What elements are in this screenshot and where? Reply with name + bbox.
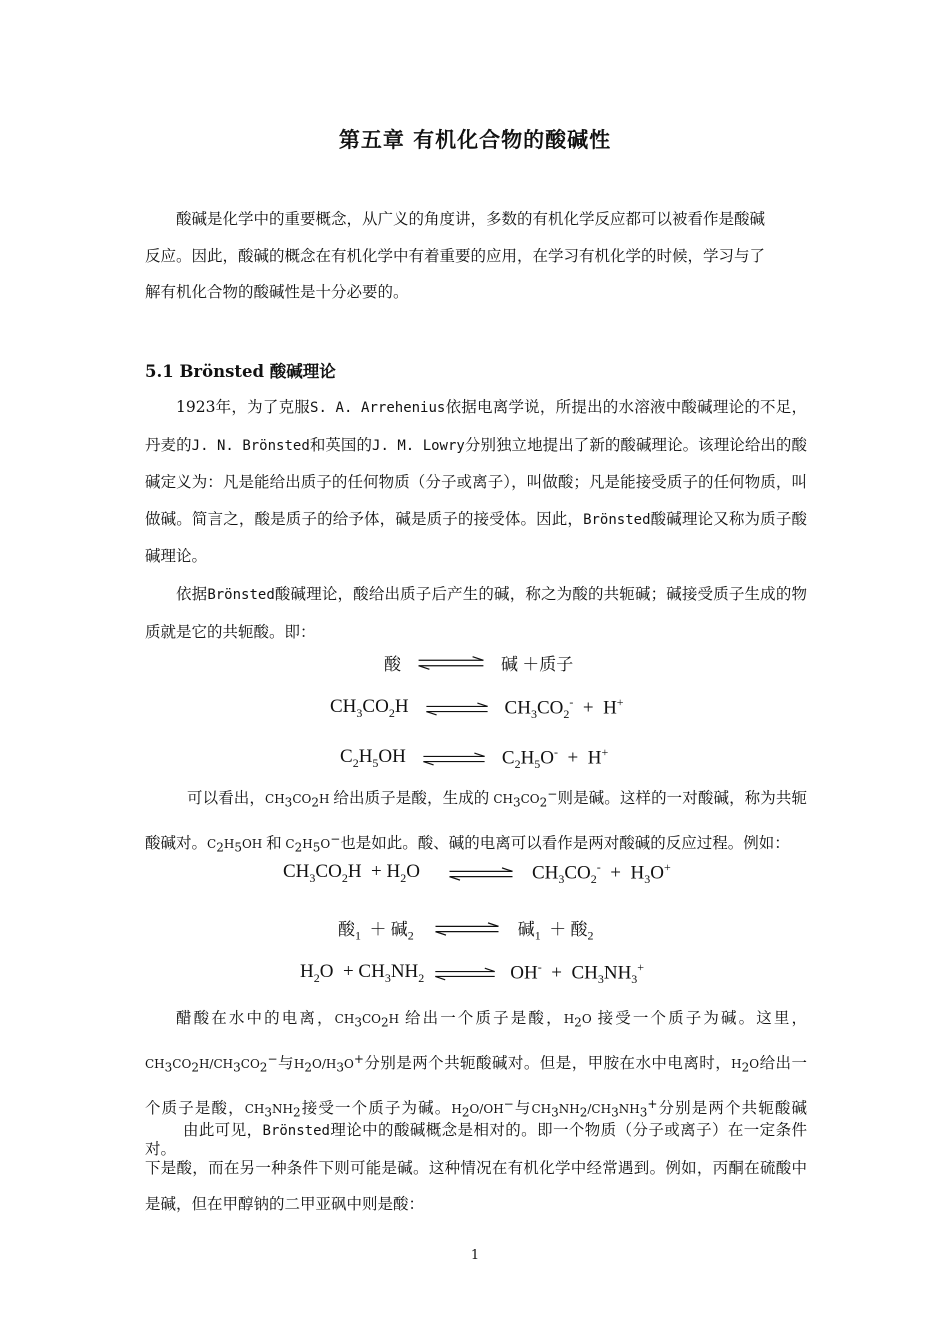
intro-paragraph: [145, 201, 807, 311]
eq-left: $H_2O + CH_3NH_2$: [300, 961, 425, 985]
text: ＋: [549, 920, 567, 939]
formula: $H_2O/H_3O^+$: [293, 1051, 364, 1075]
text: 给出质子是酸，生成的: [333, 789, 490, 807]
text: 分别独立地提出了新的酸碱理论。该理论给出的酸碱定义为：凡是能给出质子的任何物质（分子或离子），叫做酸；凡是能接受质子的任何物质，叫做碱。简言之，酸是质子的给予体，碱是质子的接受体。因此，: [145, 435, 807, 528]
text: 由此可见，: [183, 1121, 263, 1139]
equilibrium-arrow-icon: [432, 966, 498, 982]
text: 酸: [570, 920, 588, 939]
text: 分别是两个共轭酸碱对。: [145, 1098, 807, 1158]
eq-right: $CH_3CO_2^- + H_3O^+$: [531, 860, 671, 887]
paragraph-relative-concept: [145, 1112, 807, 1223]
equation-acetic-water: [283, 860, 671, 887]
equation-acid-base-proton: [384, 650, 573, 675]
intro-line-3: 解有机化合物的酸碱性是十分必要的。: [145, 283, 409, 301]
equation-ethanol: [340, 745, 608, 772]
eq-left: 酸$_1$ ＋ 碱$_2$: [338, 920, 414, 943]
text: 接受一个质子为碱。这里，: [597, 1009, 807, 1027]
text: 接受一个质子为碱。: [300, 1098, 452, 1117]
equation-acetic-acid: [330, 695, 624, 722]
text: 碱: [390, 920, 408, 939]
text: 分别是两个共轭酸碱对。但是，甲胺在水中电离时，: [363, 1053, 732, 1072]
text: 与: [513, 1098, 532, 1117]
section-heading: 5.1 Brönsted 酸碱理论: [145, 362, 336, 381]
formula: $CH_3CO_2H$: [334, 1012, 406, 1030]
text: 与: [277, 1053, 294, 1072]
text: 依据: [176, 585, 208, 603]
term-bronsted: Brönsted: [583, 511, 651, 528]
formula: $H_2O$: [731, 1056, 760, 1075]
text: 酸碱理论又称为质子酸碱理论。: [145, 509, 807, 565]
text: 给出一个质子是酸，: [405, 1009, 564, 1027]
formula: $CH_3CO_2H$: [265, 792, 334, 810]
name-bronsted: J. N. Brönsted: [191, 437, 310, 454]
chapter-title: 第五章 有机化合物的酸碱性: [338, 127, 612, 152]
equation-generic-pairs: [338, 915, 594, 943]
formula: $H_2O/OH^-$: [451, 1096, 514, 1120]
text: 可以看出，: [187, 789, 266, 807]
equilibrium-arrow-icon: [423, 701, 491, 717]
text: 年，为了克服: [215, 398, 311, 416]
text: 醋酸在水中的电离，: [176, 1009, 335, 1027]
text: 则是碱。这样的一对酸碱，称为共轭酸碱对。: [145, 789, 807, 852]
formula: $H_2O$: [563, 1012, 598, 1030]
paragraph-conjugate: [145, 576, 807, 650]
formula: $CH_3NH_2/CH_3NH_3^+$: [531, 1096, 658, 1120]
text: 理论中的酸碱概念是相对的。即一个物质（分子或离子）在一定条件下是酸，而在另一种条件下则可能是碱。这种情况在有机化学中经常遇到。例如，丙酮在硫酸中是碱，但在甲醇钠的二甲亚砜中则是酸：: [145, 1121, 807, 1213]
text: ＋: [369, 920, 387, 939]
page-number: 1: [470, 1248, 480, 1263]
equilibrium-arrow-icon: [446, 866, 516, 882]
name-arrhenius: S. A. Arrehenius: [310, 400, 446, 416]
equilibrium-arrow-icon: [432, 921, 502, 937]
intro-line-2: 反应。因此，酸碱的概念在有机化学中有着重要的应用，在学习有机化学的时候，学习与了: [145, 246, 766, 265]
equilibrium-arrow-icon: [415, 655, 487, 671]
formula: $CH_3NH_2$: [244, 1101, 301, 1120]
text: 和英国的: [309, 435, 373, 454]
equation-methylamine: [300, 960, 644, 987]
eq-acid: 酸: [384, 655, 401, 674]
eq-left: $CH_3CO_2H + H_2O$: [283, 861, 420, 885]
term-bronsted: Brönsted: [207, 587, 275, 603]
eq-right: $OH^- + CH_3NH_3^+$: [510, 960, 645, 987]
text: 和: [266, 833, 282, 852]
equilibrium-arrow-icon: [420, 751, 488, 767]
eq-right: $C_2H_5O^- + H^+$: [501, 745, 609, 772]
text: 依据电离学说，所提出的水溶液中酸碱理论的不足，丹麦的: [145, 398, 807, 454]
text: 碱: [517, 920, 535, 939]
eq-base-proton: 碱 ＋质子: [501, 655, 574, 674]
text: 酸碱理论，酸给出质子后产生的碱，称之为酸的共轭碱；碱接受质子生成的物质就是它的共轭酸。即：: [145, 585, 807, 641]
intro-line-1: 酸碱是化学中的重要概念，从广义的角度讲，多数的有机化学反应都可以被看作是酸碱: [176, 210, 766, 228]
eq-left: $CH_3CO_2H$: [330, 696, 409, 720]
term-bronsted: Brönsted: [262, 1123, 330, 1139]
paragraph-conjugate-pairs: [145, 776, 807, 866]
eq-right: $CH_3CO_2^- + H^+$: [504, 695, 624, 722]
text: 也是如此。酸、碱的电离可以看作是两对酸碱的反应过程。例如：: [340, 833, 790, 852]
formula: $C_2H_5OH$: [207, 836, 267, 855]
formula: $C_2H_5O^-$: [281, 831, 341, 855]
eq-right: 碱$_1$ ＋ 酸$_2$: [517, 920, 594, 943]
name-lowry: J. M. Lowry: [372, 437, 465, 454]
paragraph-bronsted-definition: [145, 389, 807, 575]
eq-left: $C_2H_5OH$: [340, 746, 406, 770]
formula: $CH_3CO_2H/CH_3CO_2^-$: [145, 1051, 278, 1075]
text: 给出一个质子是酸，: [145, 1053, 807, 1117]
text: 酸: [338, 920, 355, 939]
formula: $CH_3CO_2^-$: [489, 787, 558, 810]
year: 1923: [176, 398, 216, 416]
